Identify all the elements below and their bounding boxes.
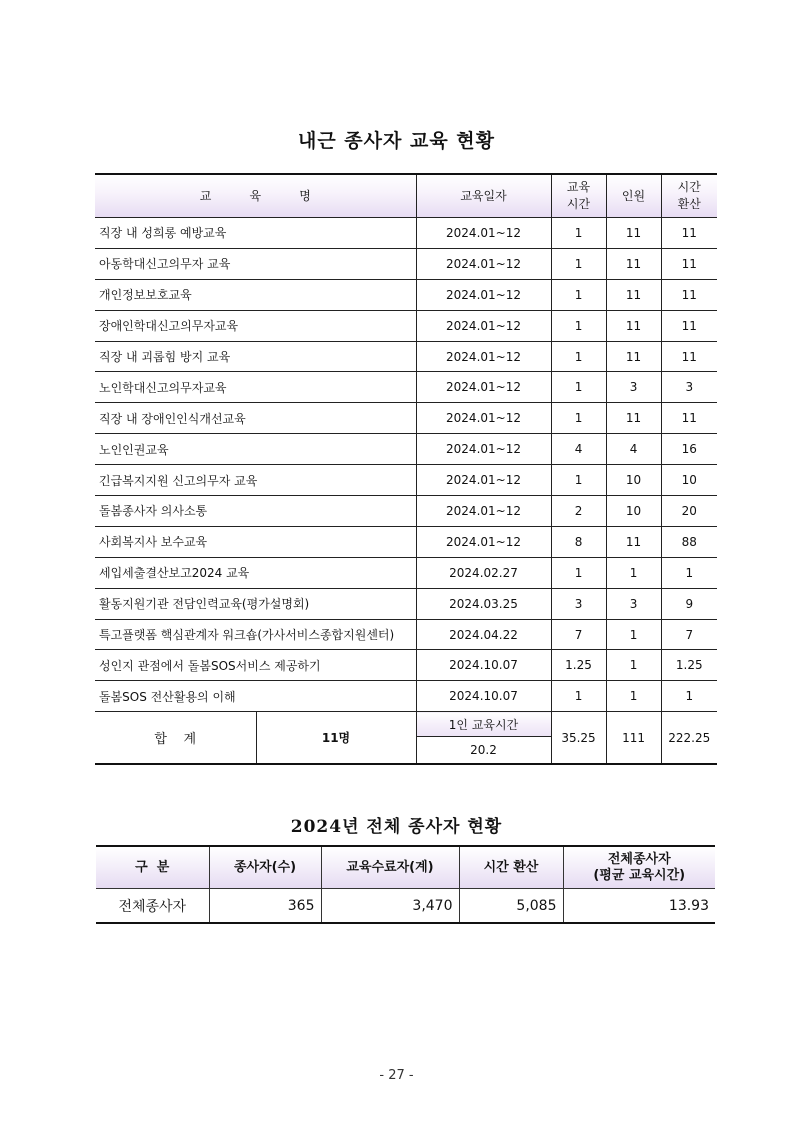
course-date: 2024.01~12	[416, 279, 551, 310]
course-hours: 1	[551, 279, 606, 310]
header-conv-line2: 환산	[677, 197, 701, 211]
course-name: 세입세출결산보고2024 교육	[95, 557, 416, 588]
course-hours: 1	[551, 341, 606, 372]
header-staff-count: 종사자(수)	[209, 846, 321, 889]
table-row	[95, 650, 717, 681]
header-course-name: 교 육 명	[95, 174, 416, 218]
course-converted: 10	[661, 465, 717, 496]
table-row	[95, 588, 717, 619]
course-name: 장애인학대신고의무자교육	[95, 310, 416, 341]
header-converted	[661, 174, 717, 218]
row-average-hours: 13.93	[563, 889, 715, 924]
course-hours: 4	[551, 434, 606, 465]
page-number: - 27 -	[379, 1068, 414, 1083]
table-row	[95, 372, 717, 403]
course-date: 2024.01~12	[416, 372, 551, 403]
course-date: 2024.01~12	[416, 496, 551, 527]
course-name: 노인인권교육	[95, 434, 416, 465]
header-date: 교육일자	[416, 174, 551, 218]
course-name: 사회복지사 보수교육	[95, 526, 416, 557]
course-people: 11	[606, 248, 661, 279]
course-people: 11	[606, 279, 661, 310]
course-hours: 8	[551, 526, 606, 557]
table-row	[96, 889, 715, 924]
course-people: 11	[606, 403, 661, 434]
course-converted: 1	[661, 557, 717, 588]
table-row	[95, 681, 717, 712]
course-name: 특고플랫폼 핵심관계자 워크숍(가사서비스종합지원센터)	[95, 619, 416, 650]
course-date: 2024.01~12	[416, 526, 551, 557]
course-hours: 1	[551, 681, 606, 712]
course-converted: 3	[661, 372, 717, 403]
course-hours: 1	[551, 372, 606, 403]
course-name: 돌봄SOS 전산활용의 이해	[95, 681, 416, 712]
table-row	[95, 496, 717, 527]
course-people: 11	[606, 341, 661, 372]
course-name: 노인학대신고의무자교육	[95, 372, 416, 403]
course-converted: 11	[661, 248, 717, 279]
course-people: 1	[606, 650, 661, 681]
course-people: 10	[606, 496, 661, 527]
course-name: 직장 내 장애인인식개선교육	[95, 403, 416, 434]
course-name: 긴급복지지원 신고의무자 교육	[95, 465, 416, 496]
row-category: 전체종사자	[96, 889, 209, 924]
table-row	[95, 218, 717, 249]
course-hours: 1	[551, 248, 606, 279]
course-converted: 11	[661, 403, 717, 434]
course-name: 돌봄종사자 의사소통	[95, 496, 416, 527]
course-converted: 88	[661, 526, 717, 557]
per-person-label: 1인 교육시간	[416, 712, 551, 737]
course-hours: 1	[551, 465, 606, 496]
course-date: 2024.01~12	[416, 341, 551, 372]
table-row	[95, 557, 717, 588]
course-hours: 2	[551, 496, 606, 527]
course-name: 활동지원기관 전담인력교육(평가설명회)	[95, 588, 416, 619]
course-people: 3	[606, 372, 661, 403]
course-hours: 1	[551, 310, 606, 341]
course-date: 2024.04.22	[416, 619, 551, 650]
course-date: 2024.01~12	[416, 248, 551, 279]
header-hours-line2: 시간	[566, 197, 591, 211]
course-date: 2024.10.07	[416, 650, 551, 681]
table-row	[95, 279, 717, 310]
course-converted: 1.25	[661, 650, 717, 681]
course-converted: 1	[661, 681, 717, 712]
course-people: 1	[606, 557, 661, 588]
total-label: 합 계	[95, 712, 256, 765]
table-row	[95, 310, 717, 341]
course-hours: 1	[551, 557, 606, 588]
course-converted: 11	[661, 341, 717, 372]
header-avg-line1: 전체종사자	[607, 851, 671, 867]
course-name: 성인지 관점에서 돌봄SOS서비스 제공하기	[95, 650, 416, 681]
header-avg-line2: (평균 교육시간)	[593, 867, 686, 883]
table-row	[95, 341, 717, 372]
course-name: 직장 내 성희롱 예방교육	[95, 218, 416, 249]
course-people: 4	[606, 434, 661, 465]
course-hours: 7	[551, 619, 606, 650]
section-title-all-staff: 2024년 전체 종사자 현황	[290, 817, 503, 837]
course-people: 11	[606, 310, 661, 341]
course-hours: 1.25	[551, 650, 606, 681]
per-person-value: 20.2	[416, 737, 551, 765]
course-converted: 11	[661, 279, 717, 310]
total-hours: 35.25	[551, 712, 606, 765]
header-trainees: 교육수료자(계)	[321, 846, 459, 889]
course-date: 2024.01~12	[416, 218, 551, 249]
course-name: 아동학대신고의무자 교육	[95, 248, 416, 279]
header-category: 구 분	[96, 846, 209, 889]
row-hours-converted: 5,085	[459, 889, 563, 924]
total-count: 11명	[256, 712, 416, 765]
total-converted: 222.25	[661, 712, 717, 765]
course-people: 10	[606, 465, 661, 496]
course-date: 2024.02.27	[416, 557, 551, 588]
course-people: 11	[606, 218, 661, 249]
course-people: 11	[606, 526, 661, 557]
table-row	[95, 403, 717, 434]
course-date: 2024.01~12	[416, 465, 551, 496]
course-converted: 11	[661, 218, 717, 249]
header-conv-line1: 시간	[677, 180, 701, 194]
course-date: 2024.01~12	[416, 434, 551, 465]
header-hours-converted: 시간 환산	[459, 846, 563, 889]
course-converted: 16	[661, 434, 717, 465]
row-staff-count: 365	[209, 889, 321, 924]
page-title-training: 내근 종사자 교육 현황	[297, 130, 496, 152]
course-people: 1	[606, 619, 661, 650]
internal-staff-training-table	[95, 173, 717, 765]
table-row	[95, 619, 717, 650]
course-people: 1	[606, 681, 661, 712]
all-staff-summary-table	[96, 845, 715, 924]
course-date: 2024.03.25	[416, 588, 551, 619]
course-date: 2024.01~12	[416, 310, 551, 341]
course-hours: 1	[551, 218, 606, 249]
course-converted: 11	[661, 310, 717, 341]
header-hours	[551, 174, 606, 218]
table-row	[95, 248, 717, 279]
header-hours-line1: 교육	[566, 180, 591, 194]
table-row	[95, 526, 717, 557]
header-people: 인원	[606, 174, 661, 218]
course-people: 3	[606, 588, 661, 619]
course-date: 2024.10.07	[416, 681, 551, 712]
course-hours: 3	[551, 588, 606, 619]
header-average-hours	[563, 846, 715, 889]
row-trainees: 3,470	[321, 889, 459, 924]
course-date: 2024.01~12	[416, 403, 551, 434]
course-hours: 1	[551, 403, 606, 434]
course-converted: 7	[661, 619, 717, 650]
table-row	[95, 465, 717, 496]
course-name: 직장 내 괴롭힘 방지 교육	[95, 341, 416, 372]
course-name: 개인정보보호교육	[95, 279, 416, 310]
course-converted: 20	[661, 496, 717, 527]
total-people: 111	[606, 712, 661, 765]
table-row	[95, 434, 717, 465]
course-converted: 9	[661, 588, 717, 619]
